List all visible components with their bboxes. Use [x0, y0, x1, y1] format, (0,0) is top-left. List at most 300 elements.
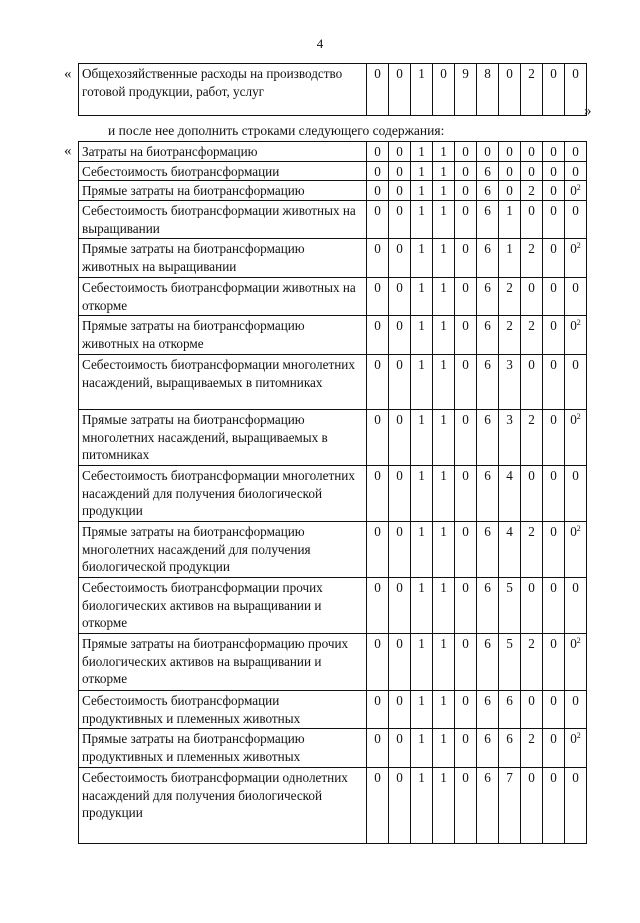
code-digit: 1	[506, 241, 513, 256]
table-row	[79, 316, 587, 355]
code-digit: 0	[374, 280, 381, 295]
code-digit-cell	[477, 729, 499, 768]
code-digit: 1	[440, 280, 447, 295]
code-digit-cell	[433, 768, 455, 844]
code-digit-cell	[389, 355, 411, 410]
table-row	[79, 466, 587, 522]
code-digit: 0	[462, 144, 469, 159]
code-digit-cell	[433, 466, 455, 522]
code-digit: 0	[396, 468, 403, 483]
code-digit-cell	[455, 691, 477, 729]
row-label: Прямые затраты на биотрансформацию животных на выращивании	[79, 239, 367, 278]
row-label: Прямые затраты на биотрансформацию многолетних насаждений, выращиваемых в питомниках	[79, 410, 367, 466]
code-digit-cell	[389, 142, 411, 162]
code-digit-cell	[477, 278, 499, 316]
code-digit-cell	[477, 161, 499, 181]
code-digit-cell	[499, 768, 521, 844]
code-digit-cell	[389, 466, 411, 522]
code-digit-cell	[477, 355, 499, 410]
code-digit-cell	[565, 691, 587, 729]
table-row	[79, 278, 587, 316]
code-digit-cell	[543, 278, 565, 316]
code-digit: 0	[506, 183, 513, 198]
code-digit-cell	[521, 278, 543, 316]
table-row	[79, 355, 587, 410]
code-digit-cell	[455, 239, 477, 278]
code-digit: 0	[374, 183, 381, 198]
code-digit: 0	[572, 66, 579, 81]
code-digit-cell	[521, 578, 543, 634]
code-digit: 0	[570, 241, 577, 256]
code-digit: 0	[528, 203, 535, 218]
code-digit-cell	[543, 161, 565, 181]
code-digit-cell	[499, 410, 521, 466]
code-digit-cell	[499, 691, 521, 729]
code-digit-cell	[565, 316, 587, 355]
code-digit-cell	[433, 522, 455, 578]
code-digit-cell	[499, 729, 521, 768]
code-digit-cell	[433, 161, 455, 181]
code-digit-cell	[411, 161, 433, 181]
code-digit: 0	[462, 241, 469, 256]
code-digit-cell	[477, 768, 499, 844]
code-digit-cell	[389, 201, 411, 239]
code-digit-cell	[521, 316, 543, 355]
code-digit-cell	[389, 410, 411, 466]
code-digit-cell	[433, 691, 455, 729]
code-digit: 0	[572, 580, 579, 595]
code-digit: 0	[374, 318, 381, 333]
code-digit-cell	[499, 316, 521, 355]
code-digit: 6	[484, 357, 491, 372]
code-digit: 6	[484, 468, 491, 483]
code-digit: 0	[396, 580, 403, 595]
code-digit: 0	[374, 357, 381, 372]
code-digit-cell	[455, 142, 477, 162]
code-digit-cell	[455, 410, 477, 466]
code-digit-cell	[433, 239, 455, 278]
code-digit: 0	[374, 770, 381, 785]
code-digit: 1	[418, 203, 425, 218]
code-digit: 1	[440, 144, 447, 159]
code-digit: 1	[440, 636, 447, 651]
code-digit: 0	[462, 203, 469, 218]
page-number: 4	[316, 36, 324, 51]
code-digit-cell	[565, 355, 587, 410]
code-digit: 1	[418, 580, 425, 595]
code-digit-cell	[367, 691, 389, 729]
code-digit-cell	[543, 239, 565, 278]
code-digit: 6	[484, 770, 491, 785]
opening-quote-new-rows: «	[64, 143, 72, 159]
code-digit: 0	[374, 468, 381, 483]
code-digit: 2	[528, 241, 535, 256]
code-digit-cell	[499, 239, 521, 278]
row-label: Себестоимость биотрансформации однолетних насаждений для получения биологической продукции	[79, 768, 367, 844]
code-digit-cell	[433, 410, 455, 466]
code-digit-cell	[411, 316, 433, 355]
table-row	[79, 729, 587, 768]
code-digit: 1	[440, 693, 447, 708]
code-digit: 1	[418, 731, 425, 746]
code-digit: 0	[374, 66, 381, 81]
code-digit: 0	[570, 318, 577, 333]
code-digit: 0	[462, 357, 469, 372]
code-digit-cell	[367, 278, 389, 316]
row-label: Прямые затраты на биотрансформацию прочих биологических активов на выращивании и откорме	[79, 634, 367, 691]
code-digit-cell	[565, 142, 587, 162]
code-digit-cell	[433, 142, 455, 162]
code-digit-cell	[455, 201, 477, 239]
code-digit: 0	[570, 412, 577, 427]
code-digit: 9	[462, 66, 469, 81]
code-digit-cell	[455, 729, 477, 768]
code-digit: 0	[374, 203, 381, 218]
code-digit: 0	[550, 183, 557, 198]
code-digit: 2	[528, 636, 535, 651]
code-digit: 0	[550, 318, 557, 333]
row-label: Себестоимость биотрансформации животных на выращивании	[79, 201, 367, 239]
code-digit: 0	[462, 412, 469, 427]
row-label: Себестоимость биотрансформации продуктивных и племенных животных	[79, 691, 367, 729]
row-label: Себестоимость биотрансформации многолетних насаждений, выращиваемых в питомниках	[79, 355, 367, 410]
code-digit-cell	[411, 768, 433, 844]
code-digit-cell	[477, 466, 499, 522]
code-digit: 0	[396, 731, 403, 746]
code-digit-cell	[499, 64, 521, 116]
code-digit-cell	[433, 64, 455, 116]
code-digit-cell	[565, 64, 587, 116]
code-digit: 1	[418, 66, 425, 81]
code-digit: 0	[550, 580, 557, 595]
code-digit: 0	[528, 357, 535, 372]
code-digit-cell	[521, 466, 543, 522]
closing-quote-top: »	[584, 103, 592, 119]
code-digit: 2	[528, 412, 535, 427]
code-digit: 0	[572, 280, 579, 295]
code-digit: 0	[550, 163, 557, 179]
code-digit-cell	[477, 522, 499, 578]
code-digit-cell	[389, 316, 411, 355]
code-digit-cell	[433, 201, 455, 239]
code-digit: 0	[572, 163, 579, 179]
footnote-marker: 2	[576, 318, 581, 327]
code-digit: 0	[550, 524, 557, 539]
code-digit-cell	[499, 578, 521, 634]
code-digit: 0	[572, 203, 579, 218]
code-digit-cell	[565, 201, 587, 239]
code-digit: 0	[374, 693, 381, 708]
code-digit-cell	[543, 578, 565, 634]
row-label: Себестоимость биотрансформации многолетних насаждений для получения биологической продукции	[79, 466, 367, 522]
code-digit: 0	[396, 66, 403, 81]
code-digit: 0	[572, 357, 579, 372]
code-digit-cell	[499, 161, 521, 181]
code-digit: 6	[484, 693, 491, 708]
code-digit: 2	[528, 66, 535, 81]
row-label: Общехозяйственные расходы на производство готовой продукции, работ, услуг	[79, 64, 367, 116]
code-digit: 1	[418, 357, 425, 372]
code-digit-cell	[455, 522, 477, 578]
code-digit: 0	[396, 183, 403, 198]
code-digit-cell	[367, 201, 389, 239]
account-code-table	[78, 141, 587, 844]
code-digit-cell	[565, 410, 587, 466]
code-digit: 1	[506, 203, 513, 218]
code-digit-cell	[455, 161, 477, 181]
code-digit: 6	[484, 241, 491, 256]
code-digit: 0	[550, 357, 557, 372]
code-digit-cell	[367, 410, 389, 466]
code-digit-cell	[543, 691, 565, 729]
code-digit-cell	[543, 316, 565, 355]
table-row	[79, 634, 587, 691]
row-label: Себестоимость биотрансформации животных на откорме	[79, 278, 367, 316]
code-digit-cell	[389, 161, 411, 181]
code-digit-cell	[411, 729, 433, 768]
code-digit: 2	[506, 280, 513, 295]
code-digit-cell	[389, 181, 411, 201]
code-digit: 6	[484, 183, 491, 198]
code-digit-cell	[411, 355, 433, 410]
code-digit-cell	[367, 355, 389, 410]
code-digit: 1	[440, 412, 447, 427]
code-digit-cell	[389, 691, 411, 729]
code-digit: 0	[396, 693, 403, 708]
code-digit-cell	[411, 691, 433, 729]
code-digit-cell	[411, 64, 433, 116]
code-digit: 0	[528, 280, 535, 295]
code-digit: 6	[506, 731, 513, 746]
code-digit: 1	[440, 203, 447, 218]
code-digit: 0	[396, 241, 403, 256]
code-digit-cell	[367, 768, 389, 844]
code-digit: 2	[506, 318, 513, 333]
row-label: Себестоимость биотрансформации прочих биологических активов на выращивании и откорме	[79, 578, 367, 634]
code-digit: 0	[462, 318, 469, 333]
code-digit-cell	[455, 181, 477, 201]
code-digit-cell	[367, 466, 389, 522]
footnote-marker: 2	[576, 241, 581, 250]
code-digit: 0	[374, 412, 381, 427]
code-digit-cell	[455, 466, 477, 522]
code-digit: 1	[418, 412, 425, 427]
code-digit: 0	[396, 280, 403, 295]
code-digit: 0	[528, 580, 535, 595]
code-digit: 4	[506, 468, 513, 483]
code-digit: 0	[396, 636, 403, 651]
code-digit: 1	[418, 636, 425, 651]
code-digit-cell	[499, 278, 521, 316]
row-label: Прямые затраты на биотрансформацию продуктивных и племенных животных	[79, 729, 367, 768]
table-row	[79, 578, 587, 634]
code-digit: 1	[418, 280, 425, 295]
code-digit: 0	[528, 468, 535, 483]
footnote-marker: 2	[576, 731, 581, 740]
code-digit: 0	[528, 693, 535, 708]
code-digit-cell	[367, 634, 389, 691]
code-digit-cell	[433, 634, 455, 691]
code-digit: 0	[570, 636, 577, 651]
code-digit-cell	[521, 355, 543, 410]
footnote-marker: 2	[576, 524, 581, 533]
code-digit: 1	[418, 468, 425, 483]
code-digit-cell	[499, 634, 521, 691]
code-digit-cell	[411, 239, 433, 278]
code-digit: 2	[528, 731, 535, 746]
code-digit: 0	[462, 693, 469, 708]
code-digit: 0	[550, 636, 557, 651]
code-digit: 6	[484, 163, 491, 179]
code-digit-cell	[565, 634, 587, 691]
code-digit-cell	[543, 142, 565, 162]
code-digit: 0	[550, 203, 557, 218]
code-digit-cell	[367, 142, 389, 162]
code-digit-cell	[543, 64, 565, 116]
code-digit-cell	[565, 239, 587, 278]
code-digit-cell	[411, 522, 433, 578]
code-digit: 0	[396, 318, 403, 333]
table-row	[79, 522, 587, 578]
code-digit-cell	[477, 691, 499, 729]
row-label: Себестоимость биотрансформации	[79, 161, 367, 181]
table-row	[79, 64, 587, 116]
code-digit: 1	[440, 163, 447, 179]
code-digit-cell	[565, 578, 587, 634]
code-digit: 7	[506, 770, 513, 785]
code-digit: 0	[374, 636, 381, 651]
row-label: Затраты на биотрансформацию	[79, 142, 367, 162]
opening-quote-top: «	[64, 66, 72, 82]
table-row	[79, 161, 587, 181]
code-digit-cell	[477, 64, 499, 116]
code-digit-cell	[367, 522, 389, 578]
code-digit: 8	[484, 66, 491, 81]
code-digit: 0	[506, 163, 513, 179]
code-digit-cell	[499, 466, 521, 522]
table-row	[79, 201, 587, 239]
code-digit: 0	[550, 241, 557, 256]
code-digit-cell	[389, 278, 411, 316]
code-digit: 6	[484, 412, 491, 427]
code-digit: 0	[570, 183, 577, 198]
code-digit: 0	[550, 770, 557, 785]
table-row	[79, 410, 587, 466]
code-digit-cell	[543, 181, 565, 201]
code-digit-cell	[521, 64, 543, 116]
code-digit: 6	[484, 731, 491, 746]
code-digit-cell	[499, 522, 521, 578]
code-digit-cell	[367, 239, 389, 278]
footnote-marker: 2	[576, 412, 581, 421]
code-digit: 0	[462, 468, 469, 483]
code-digit: 0	[572, 770, 579, 785]
code-digit-cell	[477, 181, 499, 201]
code-digit-cell	[455, 768, 477, 844]
code-digit-cell	[411, 278, 433, 316]
code-digit: 1	[440, 183, 447, 198]
code-digit: 0	[550, 731, 557, 746]
code-digit: 1	[418, 163, 425, 179]
table-row	[79, 691, 587, 729]
code-digit: 0	[550, 144, 557, 159]
code-digit-cell	[521, 181, 543, 201]
code-digit: 0	[528, 163, 535, 179]
code-digit: 1	[440, 468, 447, 483]
code-digit-cell	[477, 142, 499, 162]
code-digit: 0	[396, 357, 403, 372]
code-digit: 1	[440, 731, 447, 746]
code-digit: 0	[462, 163, 469, 179]
code-digit-cell	[411, 201, 433, 239]
code-digit-cell	[543, 410, 565, 466]
code-digit-cell	[521, 142, 543, 162]
code-digit: 0	[550, 693, 557, 708]
code-digit: 6	[484, 203, 491, 218]
code-digit-cell	[477, 239, 499, 278]
code-digit: 1	[440, 524, 447, 539]
code-digit-cell	[477, 634, 499, 691]
code-digit: 0	[462, 731, 469, 746]
code-digit-cell	[433, 355, 455, 410]
code-digit-cell	[565, 768, 587, 844]
code-digit-cell	[565, 181, 587, 201]
code-digit-cell	[521, 161, 543, 181]
code-digit-cell	[565, 522, 587, 578]
code-digit: 0	[462, 280, 469, 295]
code-digit: 0	[570, 524, 577, 539]
code-digit-cell	[543, 522, 565, 578]
code-digit: 0	[506, 66, 513, 81]
code-digit: 0	[396, 412, 403, 427]
code-digit-cell	[499, 355, 521, 410]
code-digit-cell	[543, 355, 565, 410]
code-digit: 0	[572, 693, 579, 708]
code-digit: 6	[484, 580, 491, 595]
code-digit: 1	[418, 318, 425, 333]
code-digit-cell	[389, 634, 411, 691]
code-digit-cell	[411, 634, 433, 691]
code-digit-cell	[543, 466, 565, 522]
table-row	[79, 142, 587, 162]
code-digit: 6	[484, 318, 491, 333]
code-digit: 0	[396, 203, 403, 218]
code-digit-cell	[477, 316, 499, 355]
code-digit-cell	[455, 634, 477, 691]
code-digit: 0	[528, 770, 535, 785]
code-digit: 0	[462, 770, 469, 785]
code-digit: 1	[440, 580, 447, 595]
code-digit: 0	[462, 524, 469, 539]
code-digit-cell	[543, 201, 565, 239]
code-digit: 0	[374, 524, 381, 539]
code-digit-cell	[565, 278, 587, 316]
table-row	[79, 181, 587, 201]
code-digit: 0	[374, 241, 381, 256]
code-digit-cell	[521, 410, 543, 466]
code-digit: 0	[462, 183, 469, 198]
code-digit-cell	[367, 316, 389, 355]
code-digit: 0	[550, 280, 557, 295]
code-digit: 0	[570, 731, 577, 746]
code-digit: 0	[396, 770, 403, 785]
code-digit: 0	[462, 580, 469, 595]
code-digit-cell	[455, 278, 477, 316]
code-digit: 6	[484, 524, 491, 539]
row-label: Прямые затраты на биотрансформацию многолетних насаждений для получения биологической продукции	[79, 522, 367, 578]
code-digit: 6	[484, 280, 491, 295]
code-digit-cell	[477, 410, 499, 466]
